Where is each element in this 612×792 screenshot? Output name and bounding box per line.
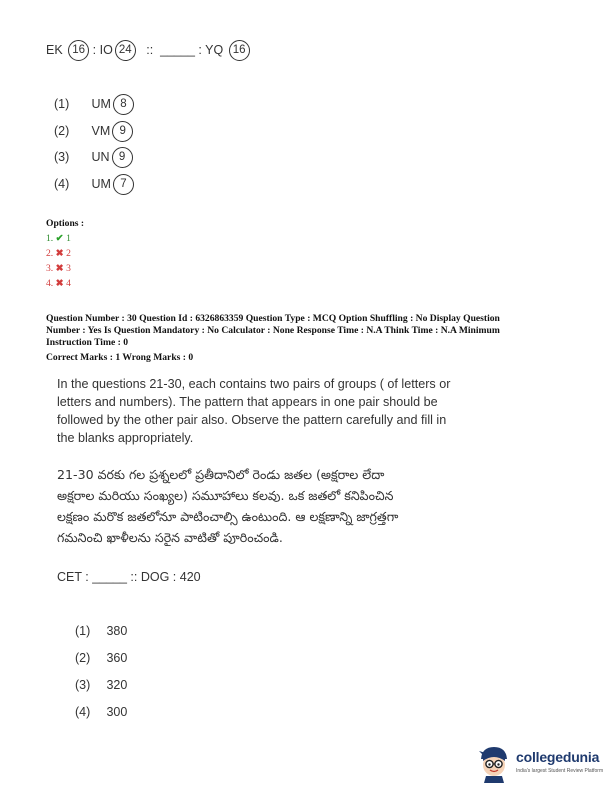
choice-text: UM (91, 96, 111, 111)
meta-line-3: Instruction Time : 0 (46, 337, 128, 348)
q1-choice (54, 147, 133, 168)
choice-text: 300 (106, 705, 128, 719)
choice-text: 360 (106, 651, 128, 665)
cross-icon: ✖ (55, 263, 64, 274)
choice-text: VM (91, 123, 111, 138)
q1-stem-a-num: 16 (68, 40, 89, 61)
choice-index: (1) (75, 624, 91, 638)
instruction-line: the blanks appropriately. (57, 431, 194, 445)
instruction-line: గమనించి ఖాళీలను సరైన వాటితో పూరించండి. (57, 530, 283, 545)
q1-choice (54, 174, 134, 195)
options-title: Options : (46, 218, 85, 229)
marks-info: Correct Marks : 1 Wrong Marks : 0 (46, 352, 194, 363)
option-label: 3 (66, 263, 71, 274)
choice-index: (4) (54, 176, 70, 191)
choice-circled-number: 8 (113, 94, 134, 115)
q1-blank: _____ (160, 42, 195, 57)
instruction-line: అక్షరాల మరియు సంఖ్యల) సమూహాలు కలవు. ఒక జతలో కనిపించిన (57, 488, 394, 503)
q2-choice (75, 624, 127, 638)
q1-choice (54, 121, 133, 142)
instruction-line: 21-30 వరకు గల ప్రశ్నలలో ప్రతీదానిలో రెండు జతల (అక్షరాల లేదా (57, 467, 385, 482)
mascot-icon (476, 745, 512, 783)
collegedunia-logo (476, 745, 606, 785)
option-number: 2. (46, 248, 54, 259)
brand-name: collegedunia (516, 749, 600, 765)
choice-circled-number: 9 (112, 121, 133, 142)
choice-index: (4) (75, 705, 91, 719)
question-meta (46, 313, 566, 364)
choice-index: (3) (54, 149, 70, 164)
choice-text: UM (91, 176, 111, 191)
q2-stem: CET : _____ :: DOG : 420 (57, 570, 201, 584)
q2-choice (75, 705, 127, 719)
q1-choice (54, 94, 134, 115)
option-number: 4. (46, 278, 54, 289)
q1-stem-a: EK (46, 42, 63, 57)
instruction-line: letters and numbers). The pattern that appears in one pair should be (57, 395, 438, 409)
option-item-correct (46, 233, 71, 244)
meta-line-1: Question Number : 30 Question Id : 6326863359 Question Type : MCQ Option Shuffling : No Display Question (46, 313, 500, 324)
option-label: 4 (66, 278, 71, 289)
choice-circled-number: 7 (113, 174, 134, 195)
q2-choice (75, 678, 127, 692)
q1-stem-sep: :: (146, 42, 154, 57)
brand-tagline: India's largest Student Review Platform (516, 768, 604, 774)
q1-stem-b-num: 24 (115, 40, 136, 61)
choice-index: (2) (54, 123, 70, 138)
option-label: 1 (66, 233, 71, 244)
cross-icon: ✖ (55, 248, 64, 259)
choice-text: UN (91, 149, 110, 164)
choice-index: (1) (54, 96, 70, 111)
choice-text: 380 (106, 624, 128, 638)
q1-stem (46, 40, 250, 61)
check-icon: ✔ (55, 233, 64, 244)
option-number: 1. (46, 233, 54, 244)
instructions-english (57, 375, 577, 447)
q1-stem-c-sep: : YQ (198, 42, 224, 57)
instruction-line: followed by the other pair also. Observe the pattern carefully and fill in (57, 413, 447, 427)
choice-index: (3) (75, 678, 91, 692)
option-item-wrong (46, 248, 71, 259)
choice-text: 320 (106, 678, 128, 692)
q1-stem-b-sep: : IO (92, 42, 113, 57)
cross-icon: ✖ (55, 278, 64, 289)
choice-index: (2) (75, 651, 91, 665)
q2-choice (75, 651, 127, 665)
choice-circled-number: 9 (112, 147, 133, 168)
option-number: 3. (46, 263, 54, 274)
option-item-wrong (46, 263, 71, 274)
instruction-line: లక్షణం మరొక జతలోనూ పాటించాల్సి ఉంటుంది. ఆ లక్షణాన్ని జాగ్రత్తగా (57, 509, 399, 524)
instruction-line: In the questions 21-30, each contains two pairs of groups ( of letters or (57, 377, 451, 391)
instructions-telugu (57, 464, 577, 548)
option-label: 2 (66, 248, 71, 259)
meta-line-2: Number : Yes Is Question Mandatory : No Calculator : None Response Time : N.A Think Time : N.A Minimum (46, 325, 500, 336)
option-item-wrong (46, 278, 71, 289)
q1-stem-c-num: 16 (229, 40, 250, 61)
